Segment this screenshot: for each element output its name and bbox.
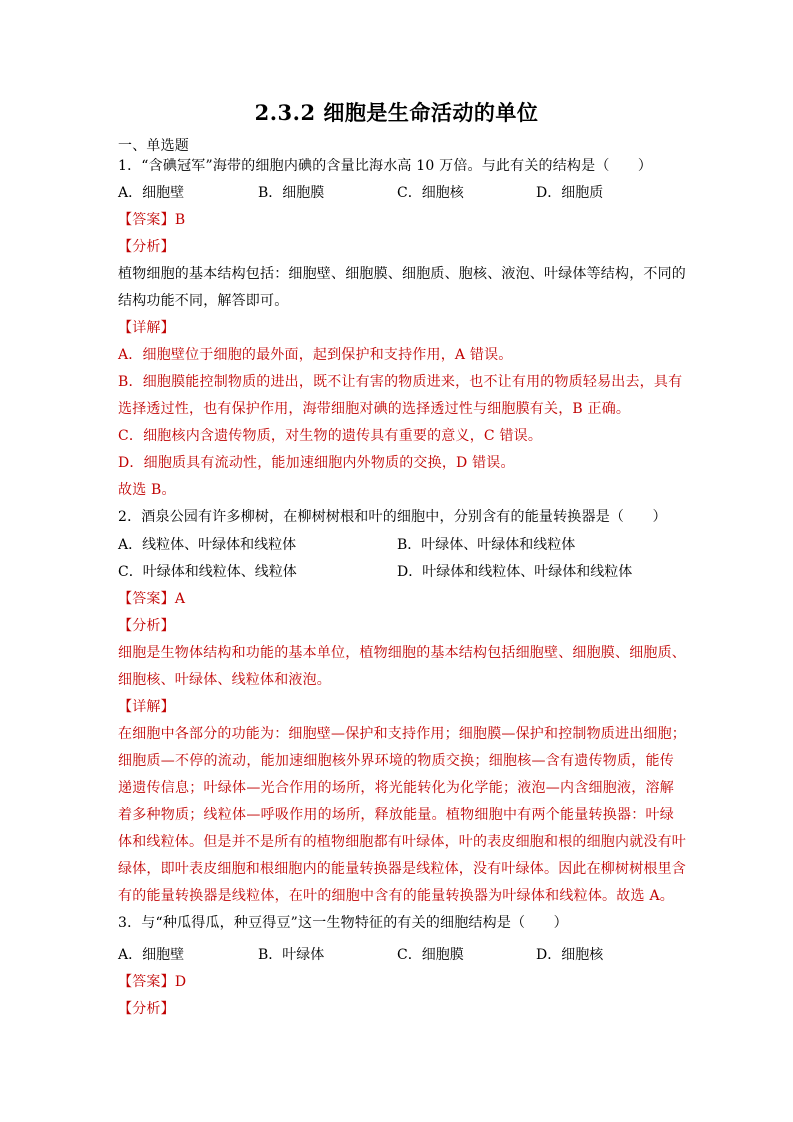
q1-answer — [118, 211, 185, 229]
q1-detail-line: 选择透过性，也有保护作用，海带细胞对碘的选择透过性与细胞膜有关，B 正确。 — [118, 401, 631, 417]
q2-detail-line: 在细胞中各部分的功能为：细胞壁—保护和支持作用；细胞膜—保护和控制物质进出细胞； — [118, 726, 686, 742]
q1-option-d: D．细胞质 — [536, 185, 604, 201]
question-3-stem: 3．与“种瓜得瓜，种豆得豆”这一生物特征的有关的细胞结构是（ ） — [118, 915, 568, 931]
q2-option-a: A．线粒体、叶绿体和线粒体 — [118, 537, 297, 553]
q2-analysis-line: 细胞核、叶绿体、线粒体和液泡。 — [118, 672, 331, 688]
q1-detail-tag: 【详解】 — [118, 320, 175, 336]
q1-option-a: A．细胞壁 — [118, 185, 185, 201]
q3-option-c: C．细胞膜 — [397, 947, 464, 963]
q1-option-c: C．细胞核 — [397, 185, 464, 201]
q2-detail-tag: 【详解】 — [118, 699, 175, 715]
q1-detail-line: C．细胞核内含遗传物质，对生物的遗传具有重要的意义，C 错误。 — [118, 428, 543, 444]
q1-option-b: B．细胞膜 — [258, 185, 325, 201]
q2-analysis-tag: 【分析】 — [118, 618, 175, 634]
q1-analysis-line: 结构功能不同，解答即可。 — [118, 293, 289, 309]
page-title: 2.3.2 细胞是生命活动的单位 — [254, 100, 539, 125]
question-1-stem: 1．“含碘冠军”海带的细胞内碘的含量比海水高 10 万倍。与此有关的结构是（ ） — [118, 158, 653, 174]
q3-option-b: B．叶绿体 — [258, 947, 325, 963]
answer-tag: 【答案】 — [118, 212, 175, 228]
q1-detail-line: B．细胞膜能控制物质的进出，既不让有害的物质进来，也不让有用的物质轻易出去，具有 — [118, 374, 683, 390]
question-2-stem: 2．酒泉公园有许多柳树，在柳树树根和叶的细胞中，分别含有的能量转换器是（ ） — [118, 509, 667, 525]
q3-answer — [118, 973, 186, 991]
q2-detail-line: 有的能量转换器是线粒体，在叶的细胞中含有的能量转换器为叶绿体和线粒体。故选 A。 — [118, 888, 674, 904]
q2-option-b: B．叶绿体、叶绿体和线粒体 — [397, 537, 576, 553]
answer-value: D — [174, 974, 187, 990]
q2-detail-line: 细胞质—不停的流动，能加速细胞核外界环境的物质交换；细胞核—含有遗传物质，能传 — [118, 753, 674, 769]
q3-option-a: A．细胞壁 — [118, 947, 185, 963]
q2-detail-line: 绿体，即叶表皮细胞和根细胞内的能量转换器是线粒体，没有叶绿体。因此在柳树树根里含 — [118, 861, 686, 877]
q2-detail-line: 体和线粒体。但是并不是所有的植物细胞都有叶绿体，叶的表皮细胞和根的细胞内就没有叶 — [118, 834, 686, 850]
q1-conclusion: 故选 B。 — [118, 482, 176, 498]
answer-tag: 【答案】 — [118, 974, 175, 990]
q2-answer — [118, 590, 185, 608]
q1-detail-line: A．细胞壁位于细胞的最外面，起到保护和支持作用，A 错误。 — [118, 347, 513, 363]
q1-detail-line: D．细胞质具有流动性，能加速细胞内外物质的交换，D 错误。 — [118, 455, 515, 471]
q1-analysis-line: 植物细胞的基本结构包括：细胞壁、细胞膜、细胞质、胞核、液泡、叶绿体等结构，不同的 — [118, 266, 686, 282]
q3-analysis-tag: 【分析】 — [118, 1001, 175, 1017]
q3-option-d: D．细胞核 — [536, 947, 604, 963]
q2-detail-line: 递遗传信息；叶绿体—光合作用的场所，将光能转化为化学能；液泡—内含细胞液，溶解 — [118, 780, 674, 796]
q2-option-d: D．叶绿体和线粒体、叶绿体和线粒体 — [397, 564, 633, 580]
answer-tag: 【答案】 — [118, 591, 175, 607]
section-heading: 一、单选题 — [118, 138, 189, 154]
answer-value: A — [174, 591, 186, 607]
answer-value: B — [174, 212, 186, 228]
q2-detail-line: 着多种物质；线粒体—呼吸作用的场所，释放能量。植物细胞中有两个能量转换器：叶绿 — [118, 807, 674, 823]
q2-analysis-line: 细胞是生物体结构和功能的基本单位，植物细胞的基本结构包括细胞壁、细胞膜、细胞质、 — [118, 645, 686, 661]
q2-option-c: C．叶绿体和线粒体、线粒体 — [118, 564, 297, 580]
q1-analysis-tag: 【分析】 — [118, 239, 175, 255]
